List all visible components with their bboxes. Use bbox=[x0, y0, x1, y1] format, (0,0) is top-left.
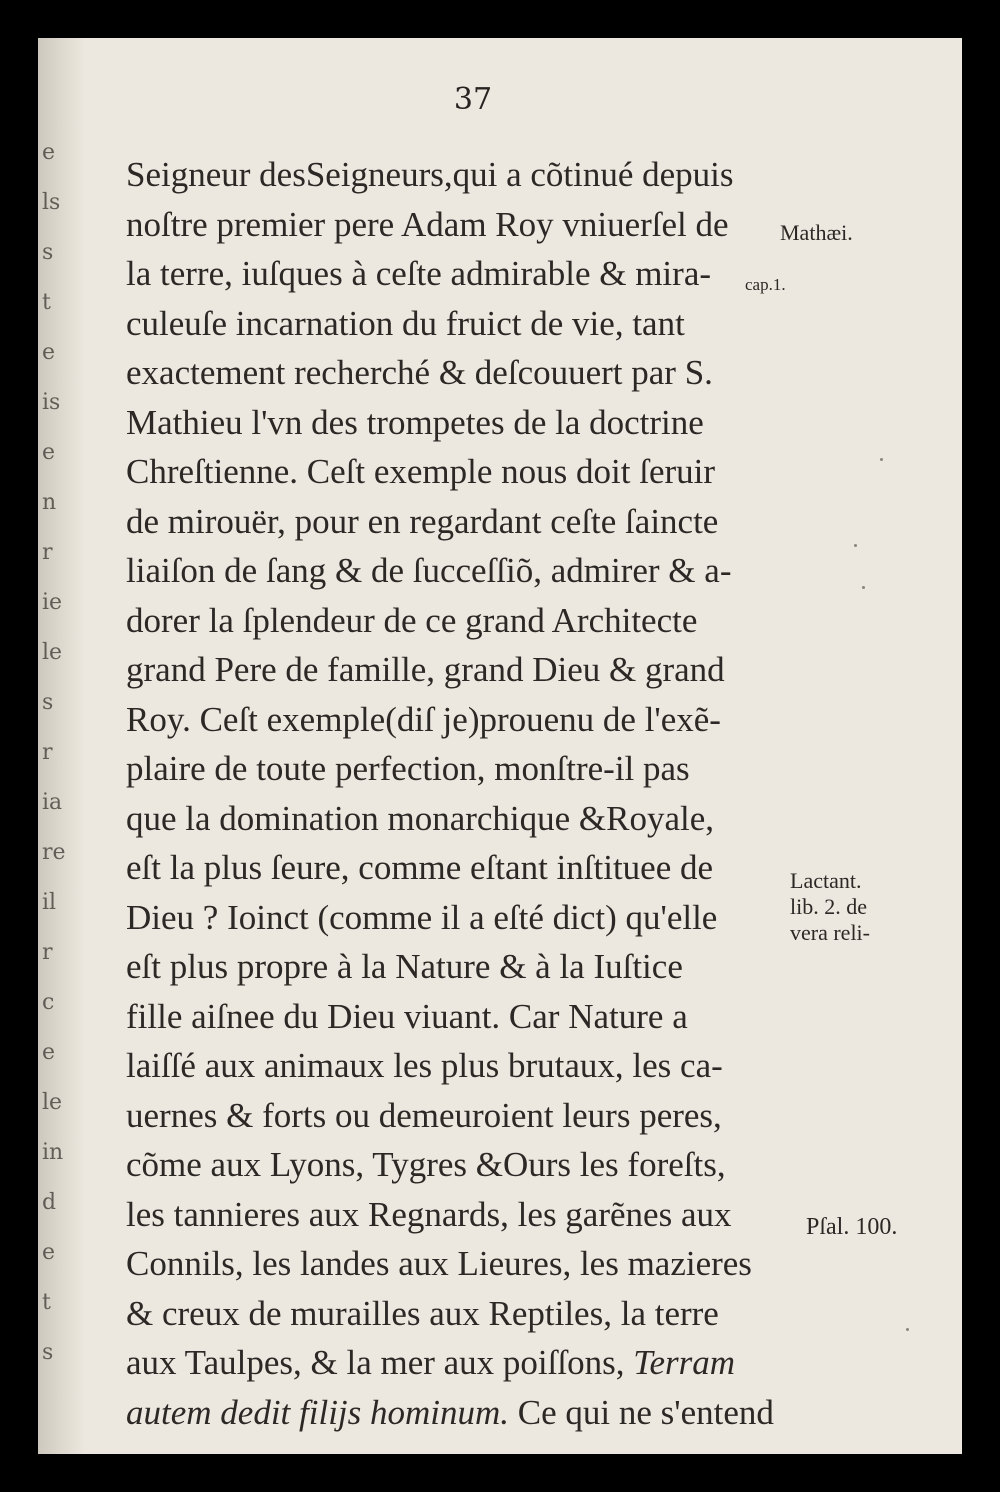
paper-speck bbox=[862, 586, 865, 589]
text-line: Chreſtienne. Ceſt exemple nous doit ſeruir bbox=[126, 452, 716, 491]
margin-note-line: Lactant. bbox=[790, 868, 862, 893]
gutter-fragment: d bbox=[42, 1190, 57, 1215]
book-page bbox=[38, 38, 962, 1454]
gutter-fragment: in bbox=[42, 1140, 64, 1165]
paper-speck bbox=[880, 458, 883, 461]
gutter-fragment: re bbox=[42, 840, 66, 865]
gutter-fragment: ia bbox=[42, 790, 63, 815]
gutter-fragment: r bbox=[42, 740, 53, 765]
text-line-roman: Ce qui ne s'entend bbox=[517, 1392, 774, 1432]
gutter-fragment: ls bbox=[42, 190, 61, 215]
gutter-fragment: le bbox=[42, 1090, 63, 1115]
text-line: les tannieres aux Regnards, les garẽnes aux bbox=[126, 1194, 732, 1234]
margin-note-line: Mathæi. bbox=[780, 220, 853, 245]
text-line: cõme aux Lyons, Tygres &Ours les foreſts, bbox=[126, 1145, 726, 1184]
margin-note-lactant bbox=[790, 868, 870, 946]
text-line: Seigneur desSeigneurs,qui a cõtinué depuis bbox=[126, 155, 734, 194]
gutter-fragment: s bbox=[42, 1340, 54, 1365]
gutter-fragment: r bbox=[42, 540, 53, 565]
text-line-last bbox=[126, 1388, 826, 1438]
text-line: fille aiſnee du Dieu viuant. Car Nature a bbox=[126, 996, 688, 1036]
margin-note-line: cap.1. bbox=[745, 275, 786, 294]
paper-speck bbox=[906, 1328, 909, 1331]
body-text bbox=[126, 150, 826, 1437]
text-line: plaire de toute perfection, monſtre-il pas bbox=[126, 749, 690, 788]
text-line: culeuſe incarnation du fruict de vie, tant bbox=[126, 303, 685, 343]
gutter-fragment: e bbox=[42, 340, 56, 365]
text-line: la terre, iuſques à ceſte admirable & mira- bbox=[126, 254, 712, 293]
text-line: laiſſé aux animaux les plus brutaux, les ca- bbox=[126, 1046, 723, 1085]
page-number: 37 bbox=[453, 82, 493, 117]
margin-note-mathaei bbox=[780, 220, 853, 246]
gutter-fragment: s bbox=[42, 240, 54, 265]
gutter-fragment: ie bbox=[42, 590, 63, 615]
text-line: liaiſon de ſang & de ſucceſſiõ, admirer & a- bbox=[126, 551, 732, 590]
margin-note-mathaei-cap bbox=[745, 272, 786, 298]
gutter-fragment: n bbox=[42, 490, 57, 515]
text-line: Dieu ? Ioinct (comme il a eſté dict) qu'elle bbox=[126, 897, 718, 937]
gutter-fragment: r bbox=[42, 940, 53, 965]
margin-note-psal bbox=[806, 1214, 897, 1240]
margin-note-line: lib. 2. de bbox=[790, 894, 867, 919]
margin-note-line: vera reli- bbox=[790, 920, 870, 945]
gutter-fragment: e bbox=[42, 440, 56, 465]
text-line-roman: aux Taulpes, & la mer aux poiſſons, bbox=[126, 1343, 625, 1382]
text-line: dorer la ſplendeur de ce grand Architecte bbox=[126, 600, 698, 640]
latin-quote: Terram bbox=[633, 1343, 736, 1382]
gutter-fragment: c bbox=[42, 990, 55, 1015]
gutter-fragment: t bbox=[42, 290, 51, 315]
gutter-fragment: t bbox=[42, 1290, 51, 1315]
text-line: noſtre premier pere Adam Roy vniuerſel de bbox=[126, 204, 729, 244]
text-line: eſt la plus ſeure, comme eſtant inſtituee de bbox=[126, 848, 714, 887]
text-line: de mirouër, pour en regardant ceſte ſaincte bbox=[126, 501, 719, 541]
gutter-fragment: le bbox=[42, 640, 63, 665]
text-line: eſt plus propre à la Nature & à la Iuſtice bbox=[126, 947, 683, 986]
paper-speck bbox=[854, 544, 857, 547]
text-line: grand Pere de famille, grand Dieu & grand bbox=[126, 650, 725, 689]
gutter-fragment: il bbox=[42, 890, 57, 915]
margin-note-line: Pſal. 100. bbox=[806, 1214, 898, 1240]
gutter-fragment: e bbox=[42, 1040, 56, 1065]
gutter-text-fragments bbox=[42, 128, 82, 1378]
text-line: uernes & forts ou demeuroient leurs peres, bbox=[126, 1095, 722, 1135]
text-line: exactement recherché & deſcouuert par S. bbox=[126, 353, 713, 392]
text-line: Roy. Ceſt exemple(diſ je)prouenu de l'exẽ- bbox=[126, 699, 721, 739]
latin-quote: autem dedit filijs hominum. bbox=[126, 1392, 510, 1432]
text-line: que la domination monarchique &Royale, bbox=[126, 798, 715, 838]
text-line: & creux de murailles aux Reptiles, la terre bbox=[126, 1293, 719, 1333]
text-line: Connils, les landes aux Lieures, les mazieres bbox=[126, 1244, 752, 1283]
gutter-fragment: e bbox=[42, 140, 56, 165]
gutter-fragment: e bbox=[42, 1240, 56, 1265]
gutter-fragment: s bbox=[42, 690, 54, 715]
facing-page-gutter bbox=[38, 38, 84, 1454]
text-line: Mathieu l'vn des trompetes de la doctrine bbox=[126, 402, 704, 442]
text-line bbox=[126, 1338, 826, 1388]
gutter-fragment: is bbox=[42, 390, 61, 415]
